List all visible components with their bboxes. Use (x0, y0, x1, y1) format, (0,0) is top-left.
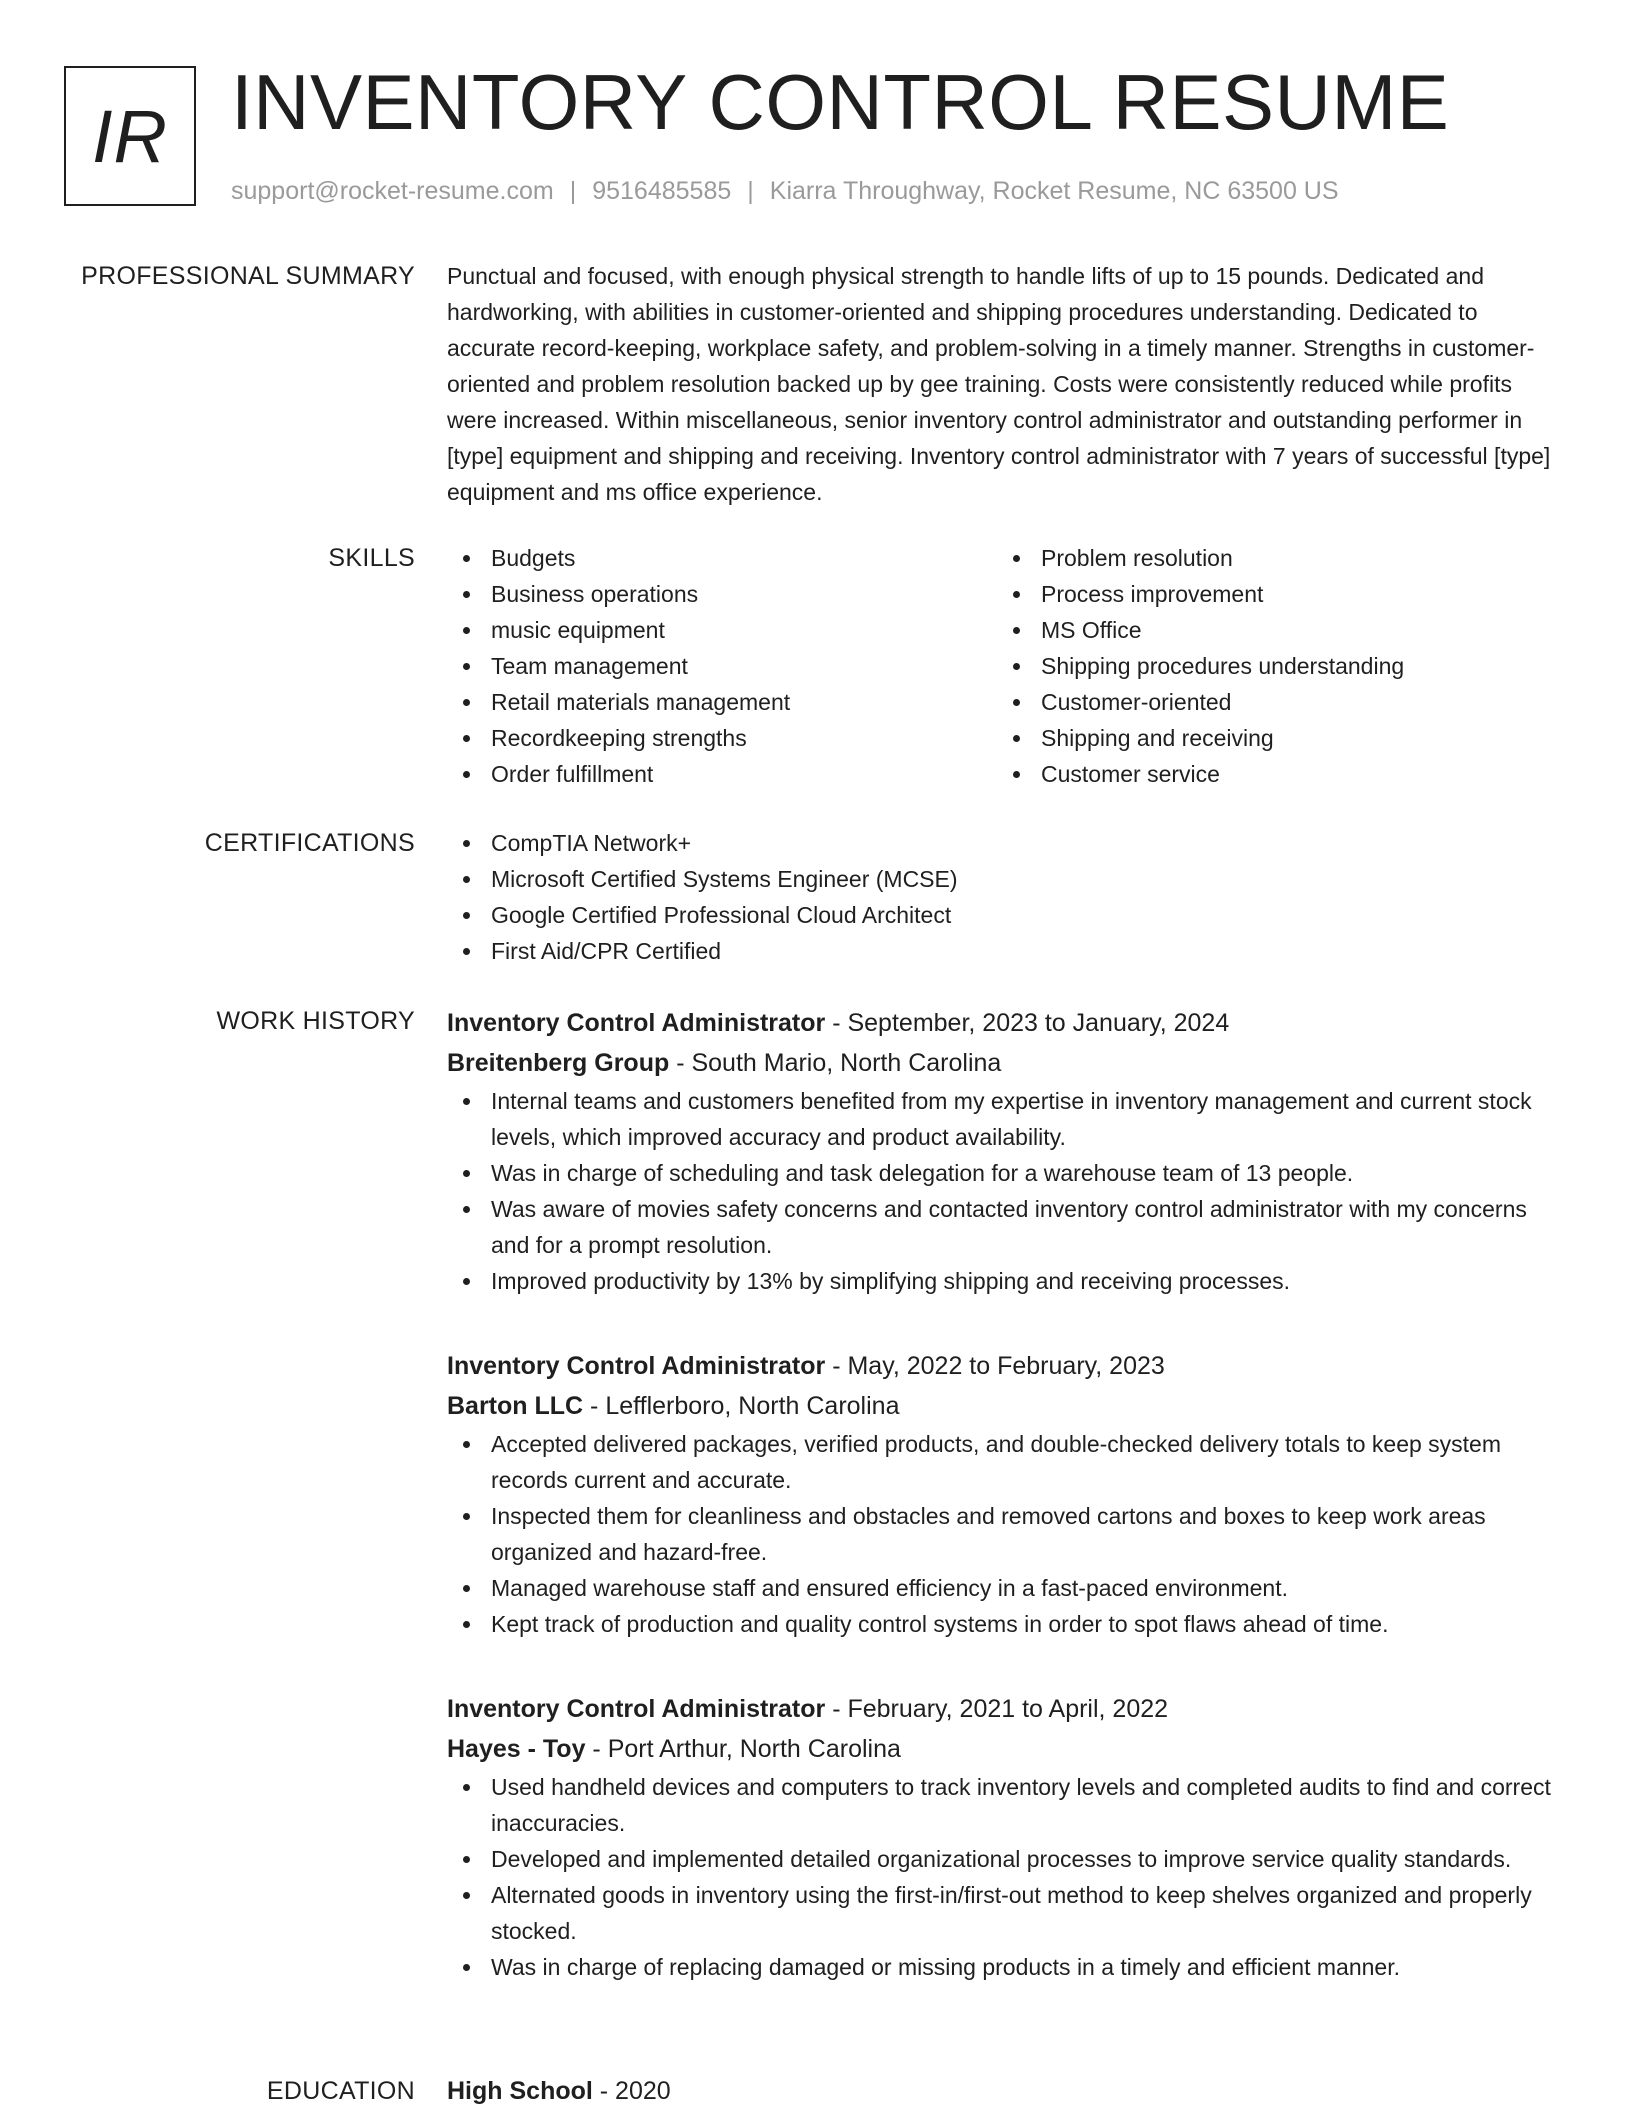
section-label-education: EDUCATION (266, 2077, 415, 2105)
job-title-line (447, 1689, 1567, 1729)
skill-item: Problem resolution (997, 540, 1547, 576)
skill-item: MS Office (997, 612, 1547, 648)
job-location: - South Mario, North Carolina (669, 1049, 1002, 1077)
skill-item: Retail materials management (447, 684, 997, 720)
job-bullet: Used handheld devices and computers to track inventory levels and completed audits to find and correct inaccuracies. (447, 1769, 1567, 1841)
job-bullet: Managed warehouse staff and ensured efficiency in a fast-paced environment. (447, 1570, 1567, 1606)
job-bullet: Kept track of production and quality control systems in order to spot flaws ahead of time. (447, 1606, 1567, 1642)
section-label-summary: PROFESSIONAL SUMMARY (81, 262, 415, 290)
job-bullet: Improved productivity by 13% by simplifying shipping and receiving processes. (447, 1263, 1567, 1299)
job-title-line (447, 1346, 1567, 1386)
certification-item: Google Certified Professional Cloud Architect (447, 897, 1567, 933)
job-bullet: Was in charge of scheduling and task delegation for a warehouse team of 13 people. (447, 1155, 1567, 1191)
job-bullet: Was aware of movies safety concerns and contacted inventory control administrator with my concerns and for a prompt resolution. (447, 1191, 1567, 1263)
section-label-work-history: WORK HISTORY (216, 1007, 415, 1035)
job-company-line (447, 1729, 1567, 1769)
contact-separator: | (747, 177, 754, 205)
job-dates: - September, 2023 to January, 2024 (825, 1009, 1230, 1037)
skill-item: Shipping and receiving (997, 720, 1547, 756)
job-bullets (447, 1426, 1567, 1642)
job-company: Hayes - Toy (447, 1735, 586, 1763)
skills-list-left (447, 540, 997, 792)
education-school: High School (447, 2077, 593, 2105)
skill-item: Process improvement (997, 576, 1547, 612)
certifications-list (447, 825, 1567, 969)
skill-item: Customer service (997, 756, 1547, 792)
skill-item: music equipment (447, 612, 997, 648)
work-history-body-2 (447, 1346, 1567, 1642)
job-company-line (447, 1043, 1567, 1083)
work-history-body (447, 1003, 1567, 1299)
section-label-skills: SKILLS (328, 544, 415, 572)
skills-grid (447, 540, 1567, 792)
job-entry (447, 1346, 1567, 1642)
skill-item: Recordkeeping strengths (447, 720, 997, 756)
work-history-body-3 (447, 1689, 1567, 1985)
certification-item: Microsoft Certified Systems Engineer (MCSE) (447, 861, 1567, 897)
job-entry (447, 1689, 1567, 1985)
contact-phone[interactable]: 9516485585 (592, 177, 732, 205)
monogram-initials: IR (92, 94, 168, 178)
certifications-body (447, 825, 1567, 969)
job-title: Inventory Control Administrator (447, 1695, 826, 1723)
skill-item: Business operations (447, 576, 997, 612)
summary-body (447, 258, 1567, 510)
job-location: - Lefflerboro, North Carolina (583, 1392, 900, 1420)
skills-list-right (997, 540, 1547, 792)
skill-item: Team management (447, 648, 997, 684)
job-title: Inventory Control Administrator (447, 1009, 826, 1037)
education-body (447, 2073, 1567, 2109)
skill-item: Shipping procedures understanding (997, 648, 1547, 684)
job-company: Breitenberg Group (447, 1049, 670, 1077)
education-line (447, 2073, 1567, 2109)
education-year: - 2020 (592, 2077, 671, 2105)
job-bullets (447, 1769, 1567, 1985)
contact-email[interactable]: support@rocket-resume.com (231, 177, 554, 205)
certification-item: CompTIA Network+ (447, 825, 1567, 861)
job-location: - Port Arthur, North Carolina (585, 1735, 901, 1763)
job-title-line (447, 1003, 1567, 1043)
summary-text: Punctual and focused, with enough physical strength to handle lifts of up to 15 pounds. Dedicated and hardworking, with abilities in customer-oriented and shipping procedures understanding. Dedicated to accurate record-keeping, workplace safety, and problem-solving in a timely manner. Strengths in customer-oriented and problem resolution backed up by gee training. Costs were consistently reduced while profits were increased. Within miscellaneous, senior inventory control administrator and outstanding performer in [type] equipment and shipping and receiving. Inventory control administrator with 7 years of successful [type] equipment and ms office experience. (447, 263, 1551, 505)
section-label-certifications: CERTIFICATIONS (204, 829, 415, 857)
resume-title: INVENTORY CONTROL RESUME (231, 58, 1450, 146)
job-bullet: Alternated goods in inventory using the first-in/first-out method to keep shelves organized and properly stocked. (447, 1877, 1567, 1949)
job-bullet: Was in charge of replacing damaged or missing products in a timely and efficient manner. (447, 1949, 1567, 1985)
job-company-line (447, 1386, 1567, 1426)
skill-item: Order fulfillment (447, 756, 997, 792)
job-entry (447, 1003, 1567, 1299)
certification-item: First Aid/CPR Certified (447, 933, 1567, 969)
job-bullet: Accepted delivered packages, verified products, and double-checked delivery totals to keep system records current and accurate. (447, 1426, 1567, 1498)
skills-body (447, 540, 1567, 792)
skill-item: Customer-oriented (997, 684, 1547, 720)
contact-separator: | (569, 177, 577, 205)
monogram-badge (64, 66, 196, 206)
job-company: Barton LLC (447, 1392, 584, 1420)
skill-item: Budgets (447, 540, 997, 576)
job-bullet: Inspected them for cleanliness and obstacles and removed cartons and boxes to keep work areas organized and hazard-free. (447, 1498, 1567, 1570)
job-dates: - February, 2021 to April, 2022 (825, 1695, 1169, 1723)
contact-line (231, 174, 1339, 208)
job-title: Inventory Control Administrator (447, 1352, 826, 1380)
job-dates: - May, 2022 to February, 2023 (825, 1352, 1165, 1380)
contact-address: Kiarra Throughway, Rocket Resume, NC 63500 US (769, 177, 1339, 205)
job-bullet: Developed and implemented detailed organizational processes to improve service quality standards. (447, 1841, 1567, 1877)
job-bullets (447, 1083, 1567, 1299)
job-bullet: Internal teams and customers benefited from my expertise in inventory management and current stock levels, which improved accuracy and product availability. (447, 1083, 1567, 1155)
